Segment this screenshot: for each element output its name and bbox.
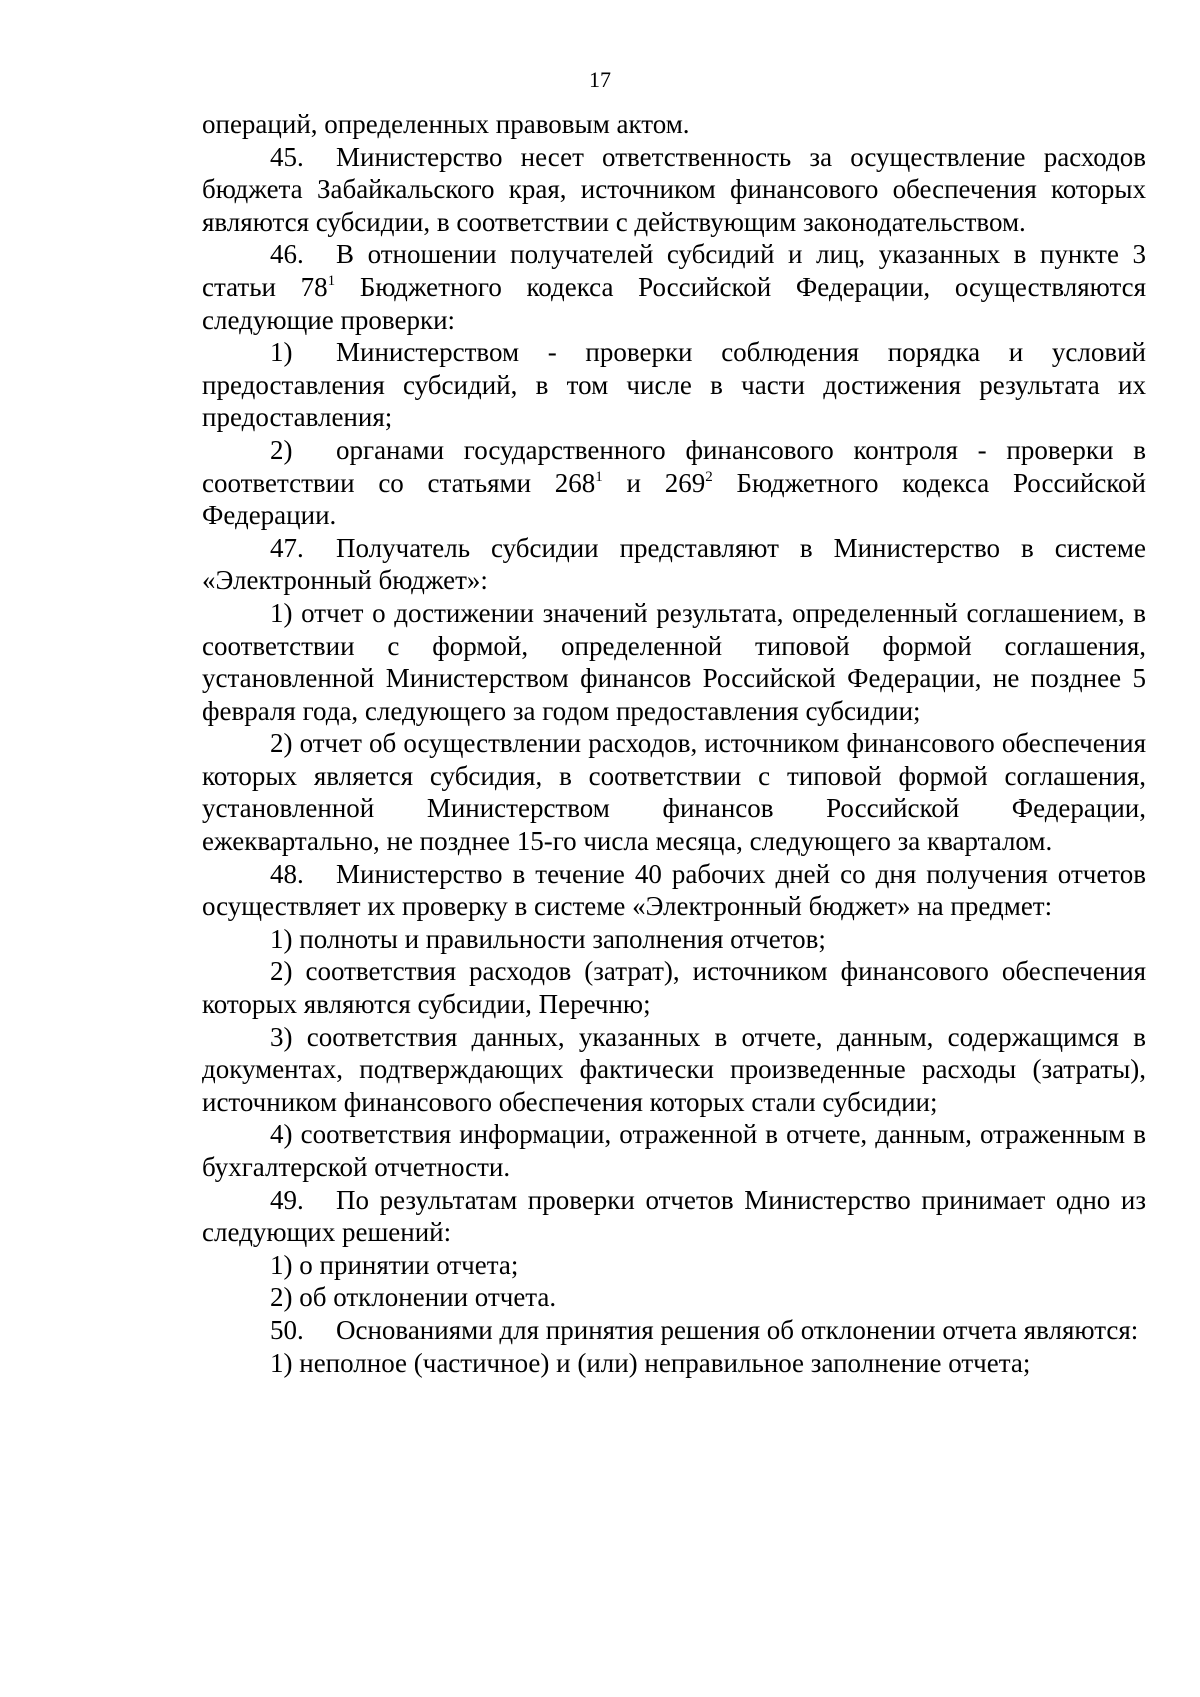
clause-text: Получатель субсидии представляют в Министерство в системе «Электронный бюджет»: [202, 532, 1146, 596]
item-number: 2) [270, 434, 293, 465]
clause-48-item-2: 2) соответствия расходов (затрат), источником финансового обеспечения которых являются субсидии, Перечню; [202, 956, 1146, 1020]
clause-text: Бюджетного кодекса Российской Федерации, осуществляются следующие проверки: [202, 271, 1146, 335]
clause-46-item-1 [202, 336, 1146, 434]
clause-48-item-4: 4) соответствия информации, отраженной в отчете, данным, отраженным в бухгалтерской отчетности. [202, 1119, 1146, 1182]
clause-49-item-1: 1) о принятии отчета; [270, 1249, 519, 1280]
clause-number: 47. [270, 532, 304, 563]
clause-47-item-1: 1) отчет о достижении значений результата, определенный соглашением, в соответствии с формой, определенной типовой формой соглашения, установленной Министерством финансов Российской Федерации, не позднее 5 февраля года, следующего за годом предоставления субсидии; [202, 597, 1146, 726]
clause-45 [202, 141, 1146, 239]
clause-46-item-2 [202, 434, 1146, 532]
clause-text: В отношении получателей субсидий и лиц, указанных в пункте 3 статьи 78 [202, 239, 1146, 302]
clause-text: Основаниями для принятия решения об отклонении отчета являются: [336, 1314, 1139, 1345]
item-text: Министерством - проверки соблюдения порядка и условий предоставления субсидий, в том числе в части достижения результата их предоставления; [202, 337, 1146, 433]
superscript: 2 [705, 468, 713, 485]
item-number: 1) [270, 337, 293, 368]
clause-text: Министерство в течение 40 рабочих дней со дня получения отчетов осуществляет их проверку в системе «Электронный бюджет» на предмет: [202, 858, 1146, 922]
document-body [202, 108, 1146, 1379]
superscript: 1 [595, 468, 603, 485]
item-text: органами государственного финансового контроля - проверки в соответствии со статьями 268 [202, 434, 1146, 498]
clause-49 [202, 1184, 1146, 1249]
clause-number: 50. [270, 1314, 304, 1345]
clause-46 [202, 238, 1146, 336]
paragraph-continuation: операций, определенных правовым актом. [202, 109, 690, 139]
clause-50 [202, 1314, 1146, 1347]
clause-text: Министерство несет ответственность за осуществление расходов бюджета Забайкальского края, источником финансового обеспечения которых являются субсидии, в соответствии с действующим законодательством. [202, 141, 1146, 237]
clause-number: 49. [270, 1184, 304, 1215]
clause-50-item-1: 1) неполное (частичное) и (или) неправильное заполнение отчета; [270, 1347, 1031, 1378]
clause-47 [202, 532, 1146, 597]
clause-48 [202, 858, 1146, 923]
clause-text: По результатам проверки отчетов Министерство принимает одно из следующих решений: [202, 1184, 1146, 1248]
clause-49-item-2: 2) об отклонении отчета. [270, 1282, 557, 1313]
clause-47-item-2: 2) отчет об осуществлении расходов, источником финансового обеспечения которых является субсидия, в соответствии с типовой формой соглашения, установленной Министерством финансов Российской Федерации, ежеквартально, не позднее 15-го числа месяца, следующего за кварталом. [202, 728, 1146, 857]
clause-48-item-3: 3) соответствия данных, указанных в отчете, данным, содержащимся в документах, подтверждающих фактически произведенные расходы (затраты), источником финансового обеспечения которых стали субсидии; [202, 1021, 1146, 1117]
item-text: и 269 [602, 467, 706, 498]
clause-number: 48. [270, 858, 304, 889]
page-number: 17 [589, 67, 611, 92]
item-text: Бюджетного кодекса Российской Федерации. [202, 467, 1147, 531]
clause-number: 45. [270, 141, 304, 172]
clause-48-item-1: 1) полноты и правильности заполнения отчетов; [270, 923, 826, 954]
superscript: 1 [327, 272, 336, 289]
clause-number: 46. [270, 239, 304, 270]
